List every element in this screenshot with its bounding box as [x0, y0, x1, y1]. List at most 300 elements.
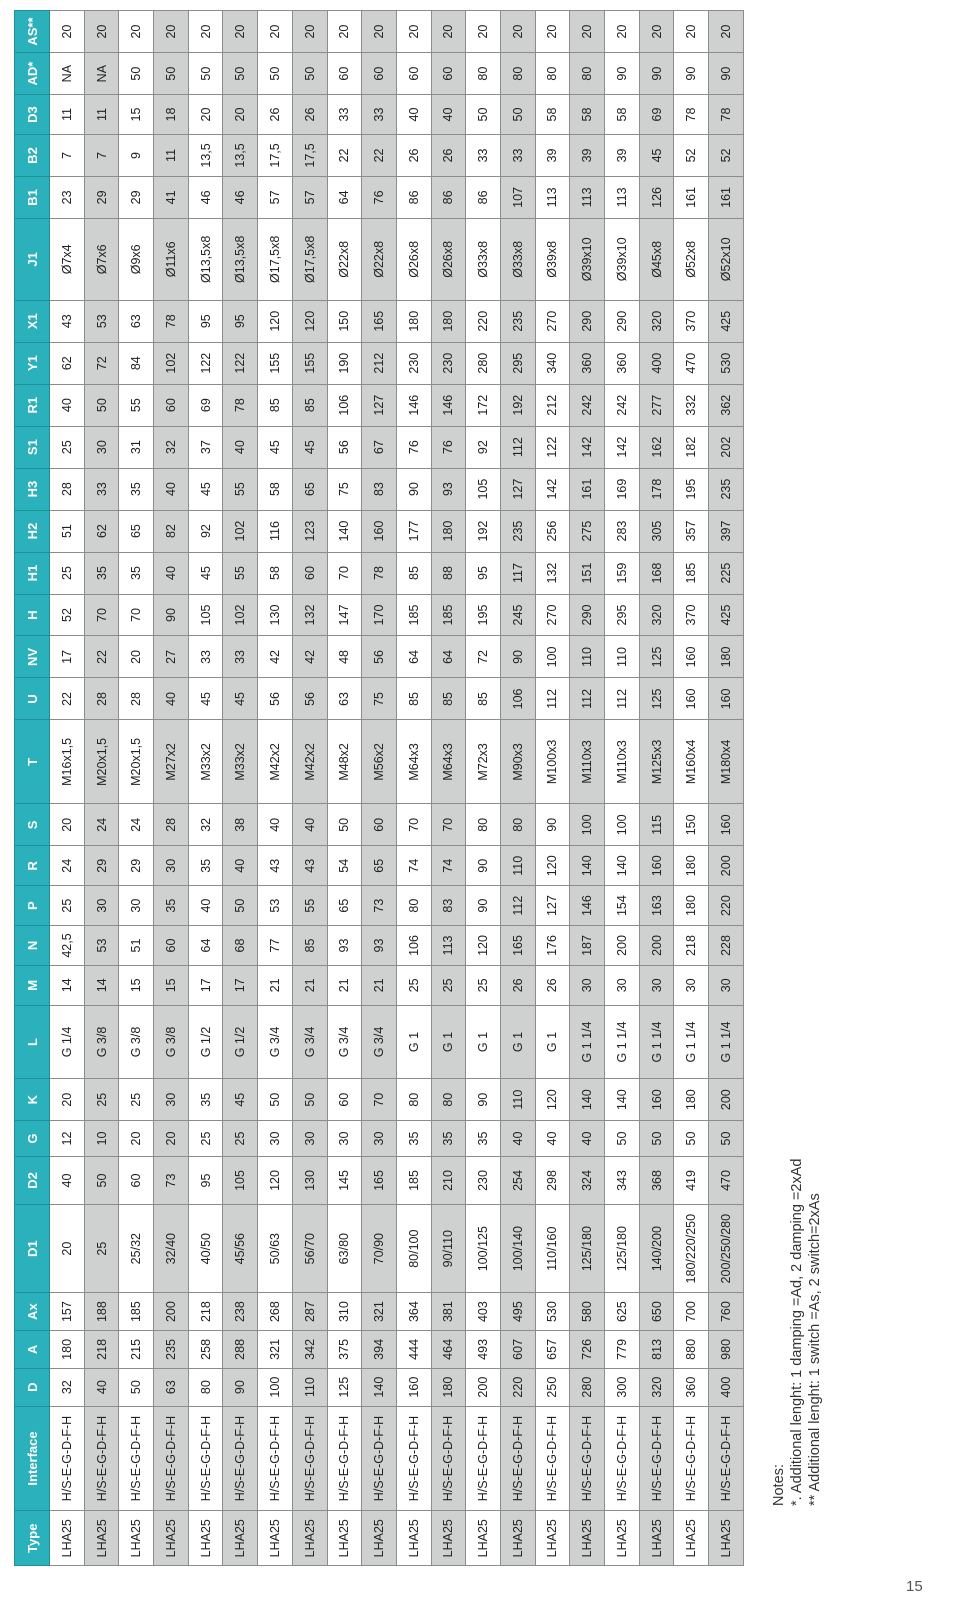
- column-header: S: [15, 804, 50, 846]
- table-cell: H/S-E-G-D-F-H: [431, 1406, 466, 1511]
- table-cell: 86: [466, 176, 501, 218]
- table-cell: 159: [605, 552, 640, 594]
- table-cell: H/S-E-G-D-F-H: [362, 1406, 397, 1511]
- table-cell: 162: [639, 426, 674, 468]
- table-cell: 20: [570, 11, 605, 53]
- table-cell: H/S-E-G-D-F-H: [639, 1406, 674, 1511]
- table-cell: 280: [570, 1368, 605, 1406]
- table-cell: M16x1,5: [50, 720, 85, 804]
- table-cell: 180: [674, 1079, 709, 1121]
- table-cell: G 1: [431, 1005, 466, 1078]
- table-cell: 40: [223, 426, 258, 468]
- table-cell: 13,5: [223, 134, 258, 176]
- table-cell: 50: [223, 886, 258, 926]
- table-cell: Ø33x8: [466, 218, 501, 300]
- table-cell: 115: [639, 804, 674, 846]
- table-cell: 85: [396, 552, 431, 594]
- table-cell: 67: [362, 426, 397, 468]
- table-cell: 20: [396, 11, 431, 53]
- table-cell: 321: [362, 1293, 397, 1331]
- table-cell: 31: [119, 426, 154, 468]
- table-cell: 242: [570, 384, 605, 426]
- spec-table-rotated: [14, 10, 744, 1566]
- table-cell: 30: [570, 965, 605, 1005]
- table-cell: 280: [466, 342, 501, 384]
- table-cell: 125: [327, 1368, 362, 1406]
- table-cell: 65: [362, 846, 397, 886]
- table-cell: 20: [119, 11, 154, 53]
- table-cell: 73: [362, 886, 397, 926]
- table-row: [119, 11, 154, 1566]
- column-header: K: [15, 1079, 50, 1121]
- table-cell: M110x3: [570, 720, 605, 804]
- table-cell: G 1: [500, 1005, 535, 1078]
- table-cell: 760: [709, 1293, 744, 1331]
- table-cell: 123: [292, 510, 327, 552]
- table-cell: M56x2: [362, 720, 397, 804]
- column-header: H3: [15, 468, 50, 510]
- table-cell: 125: [639, 678, 674, 720]
- column-header: H2: [15, 510, 50, 552]
- table-cell: 85: [431, 678, 466, 720]
- table-cell: 32: [154, 426, 189, 468]
- table-cell: 160: [639, 1079, 674, 1121]
- table-cell: G 1: [396, 1005, 431, 1078]
- table-cell: 125/180: [605, 1205, 640, 1293]
- table-cell: 113: [535, 176, 570, 218]
- table-cell: 155: [258, 342, 293, 384]
- table-cell: 120: [466, 926, 501, 966]
- table-cell: 290: [570, 594, 605, 636]
- table-cell: 58: [535, 95, 570, 135]
- column-header: A: [15, 1331, 50, 1369]
- table-cell: H/S-E-G-D-F-H: [188, 1406, 223, 1511]
- table-cell: 40: [500, 1121, 535, 1157]
- table-cell: Ø7x6: [84, 218, 119, 300]
- table-cell: 80: [500, 804, 535, 846]
- table-cell: M64x3: [431, 720, 466, 804]
- table-cell: 50: [709, 1121, 744, 1157]
- table-cell: 57: [292, 176, 327, 218]
- table-cell: 57: [258, 176, 293, 218]
- table-cell: 30: [84, 426, 119, 468]
- column-header: AS**: [15, 11, 50, 53]
- table-cell: 25: [50, 426, 85, 468]
- table-cell: 295: [605, 594, 640, 636]
- table-cell: M33x2: [223, 720, 258, 804]
- table-cell: 113: [570, 176, 605, 218]
- table-cell: 200: [709, 846, 744, 886]
- table-cell: G 1 1/4: [639, 1005, 674, 1078]
- table-row: [292, 11, 327, 1566]
- table-cell: 362: [709, 384, 744, 426]
- table-cell: 218: [84, 1331, 119, 1369]
- table-cell: 813: [639, 1331, 674, 1369]
- table-cell: 381: [431, 1293, 466, 1331]
- table-cell: 116: [258, 510, 293, 552]
- table-cell: 242: [605, 384, 640, 426]
- table-cell: 20: [50, 804, 85, 846]
- table-cell: 26: [258, 95, 293, 135]
- table-cell: 110: [605, 636, 640, 678]
- table-cell: 69: [639, 95, 674, 135]
- table-cell: 300: [605, 1368, 640, 1406]
- table-cell: 530: [709, 342, 744, 384]
- table-cell: 43: [258, 846, 293, 886]
- table-cell: 22: [362, 134, 397, 176]
- table-cell: 140: [605, 846, 640, 886]
- table-cell: 180: [674, 886, 709, 926]
- table-cell: 160: [674, 678, 709, 720]
- table-cell: 15: [119, 95, 154, 135]
- table-row: [639, 11, 674, 1566]
- table-cell: 305: [639, 510, 674, 552]
- table-cell: 37: [188, 426, 223, 468]
- table-cell: 17,5: [258, 134, 293, 176]
- table-cell: 52: [674, 134, 709, 176]
- table-cell: 45: [223, 1079, 258, 1121]
- table-cell: 120: [535, 1079, 570, 1121]
- table-cell: 35: [119, 468, 154, 510]
- table-cell: 30: [154, 1079, 189, 1121]
- table-cell: 258: [188, 1331, 223, 1369]
- table-cell: 40: [570, 1121, 605, 1157]
- table-cell: 56: [292, 678, 327, 720]
- table-cell: 95: [223, 300, 258, 342]
- table-cell: 22: [50, 678, 85, 720]
- table-cell: 30: [327, 1121, 362, 1157]
- table-cell: 65: [327, 886, 362, 926]
- table-cell: 27: [154, 636, 189, 678]
- table-cell: 70: [362, 1079, 397, 1121]
- table-cell: 86: [396, 176, 431, 218]
- table-cell: 85: [292, 926, 327, 966]
- table-cell: 40/50: [188, 1205, 223, 1293]
- table-cell: 90: [674, 53, 709, 95]
- table-cell: 58: [570, 95, 605, 135]
- table-cell: 35: [396, 1121, 431, 1157]
- table-cell: 58: [258, 552, 293, 594]
- table-row: [431, 11, 466, 1566]
- table-row: [570, 11, 605, 1566]
- table-cell: 29: [119, 846, 154, 886]
- table-cell: 142: [570, 426, 605, 468]
- table-cell: 220: [500, 1368, 535, 1406]
- table-cell: 15: [119, 965, 154, 1005]
- table-cell: 20: [50, 11, 85, 53]
- table-cell: 63/80: [327, 1205, 362, 1293]
- table-cell: 70: [119, 594, 154, 636]
- table-cell: 187: [570, 926, 605, 966]
- table-cell: 33: [500, 134, 535, 176]
- table-cell: 112: [570, 678, 605, 720]
- table-cell: 63: [119, 300, 154, 342]
- table-row: [327, 11, 362, 1566]
- table-cell: 12: [50, 1121, 85, 1157]
- table-cell: 78: [154, 300, 189, 342]
- table-cell: 20: [154, 11, 189, 53]
- table-cell: 172: [466, 384, 501, 426]
- table-row: [709, 11, 744, 1566]
- table-cell: 90: [223, 1368, 258, 1406]
- table-cell: 165: [500, 926, 535, 966]
- table-cell: M20x1,5: [84, 720, 119, 804]
- table-cell: 85: [258, 384, 293, 426]
- table-cell: 30: [639, 965, 674, 1005]
- table-cell: 20: [362, 11, 397, 53]
- table-cell: 63: [154, 1368, 189, 1406]
- table-cell: 45: [188, 468, 223, 510]
- table-cell: 28: [50, 468, 85, 510]
- table-cell: 35: [466, 1121, 501, 1157]
- table-cell: 20: [535, 11, 570, 53]
- table-cell: H/S-E-G-D-F-H: [605, 1406, 640, 1511]
- table-row: [605, 11, 640, 1566]
- table-cell: 290: [570, 300, 605, 342]
- table-cell: M110x3: [605, 720, 640, 804]
- table-cell: 25: [119, 1079, 154, 1121]
- table-cell: 26: [500, 965, 535, 1005]
- table-cell: 60: [154, 926, 189, 966]
- table-cell: 120: [535, 846, 570, 886]
- table-cell: 70: [396, 804, 431, 846]
- table-cell: M180x4: [709, 720, 744, 804]
- table-cell: 20: [119, 1121, 154, 1157]
- table-cell: 51: [119, 926, 154, 966]
- table-cell: 50: [674, 1121, 709, 1157]
- table-cell: 295: [500, 342, 535, 384]
- table-cell: 100/140: [500, 1205, 535, 1293]
- table-cell: 160: [639, 846, 674, 886]
- table-cell: 125: [639, 636, 674, 678]
- table-cell: 60: [119, 1156, 154, 1204]
- table-cell: G 1/2: [223, 1005, 258, 1078]
- table-cell: G 1 1/4: [674, 1005, 709, 1078]
- table-cell: 30: [154, 846, 189, 886]
- table-cell: 370: [674, 300, 709, 342]
- table-cell: Ø45x8: [639, 218, 674, 300]
- table-cell: 394: [362, 1331, 397, 1369]
- table-cell: 215: [119, 1331, 154, 1369]
- table-cell: 30: [84, 886, 119, 926]
- table-cell: G 3/8: [119, 1005, 154, 1078]
- table-cell: 287: [292, 1293, 327, 1331]
- notes-block: [770, 806, 836, 1506]
- table-cell: 151: [570, 552, 605, 594]
- table-cell: 68: [223, 926, 258, 966]
- table-cell: 25: [50, 552, 85, 594]
- table-cell: 40: [154, 468, 189, 510]
- table-cell: 270: [535, 300, 570, 342]
- table-cell: M42x2: [292, 720, 327, 804]
- table-cell: 202: [709, 426, 744, 468]
- table-cell: 105: [466, 468, 501, 510]
- table-cell: 75: [362, 678, 397, 720]
- table-cell: 370: [674, 594, 709, 636]
- table-cell: 185: [674, 552, 709, 594]
- table-cell: 80: [535, 53, 570, 95]
- table-cell: 95: [466, 552, 501, 594]
- table-cell: 32: [188, 804, 223, 846]
- table-cell: 25: [466, 965, 501, 1005]
- table-cell: 320: [639, 594, 674, 636]
- table-cell: 254: [500, 1156, 535, 1204]
- table-cell: 74: [431, 846, 466, 886]
- table-cell: 120: [258, 300, 293, 342]
- table-cell: 35: [84, 552, 119, 594]
- table-cell: 77: [258, 926, 293, 966]
- table-cell: 58: [258, 468, 293, 510]
- column-header: J1: [15, 218, 50, 300]
- table-cell: 45: [258, 426, 293, 468]
- table-cell: 228: [709, 926, 744, 966]
- table-cell: 50: [500, 95, 535, 135]
- table-cell: 110: [500, 1079, 535, 1121]
- table-cell: 72: [466, 636, 501, 678]
- table-cell: 80: [396, 1079, 431, 1121]
- table-cell: 364: [396, 1293, 431, 1331]
- table-cell: 33: [327, 95, 362, 135]
- table-cell: LHA25: [223, 1511, 258, 1566]
- table-cell: 195: [674, 468, 709, 510]
- table-cell: G 1/4: [50, 1005, 85, 1078]
- table-cell: 200/250/280: [709, 1205, 744, 1293]
- table-cell: 26: [292, 95, 327, 135]
- table-cell: 182: [674, 426, 709, 468]
- table-cell: 60: [327, 1079, 362, 1121]
- table-cell: 256: [535, 510, 570, 552]
- table-cell: 20: [188, 11, 223, 53]
- table-cell: 192: [466, 510, 501, 552]
- table-cell: LHA25: [327, 1511, 362, 1566]
- table-cell: LHA25: [396, 1511, 431, 1566]
- table-cell: 33: [84, 468, 119, 510]
- table-cell: 28: [119, 678, 154, 720]
- table-cell: 24: [119, 804, 154, 846]
- table-cell: M90x3: [500, 720, 535, 804]
- table-cell: 84: [119, 342, 154, 384]
- column-header: P: [15, 886, 50, 926]
- table-cell: 245: [500, 594, 535, 636]
- table-cell: 270: [535, 594, 570, 636]
- table-cell: 235: [154, 1331, 189, 1369]
- table-cell: 46: [188, 176, 223, 218]
- table-cell: 20: [327, 11, 362, 53]
- table-cell: 403: [466, 1293, 501, 1331]
- table-cell: G 1: [466, 1005, 501, 1078]
- column-header: Ax: [15, 1293, 50, 1331]
- table-cell: 400: [639, 342, 674, 384]
- table-cell: 113: [431, 926, 466, 966]
- table-cell: 93: [431, 468, 466, 510]
- table-cell: G 1 1/4: [570, 1005, 605, 1078]
- table-cell: 40: [50, 1156, 85, 1204]
- table-cell: 113: [605, 176, 640, 218]
- table-cell: 39: [570, 134, 605, 176]
- column-header: G: [15, 1121, 50, 1157]
- header-row: [15, 11, 50, 1566]
- table-cell: Ø39x8: [535, 218, 570, 300]
- table-cell: G 1: [535, 1005, 570, 1078]
- table-cell: M100x3: [535, 720, 570, 804]
- table-cell: 40: [154, 678, 189, 720]
- table-cell: 69: [188, 384, 223, 426]
- table-cell: 54: [327, 846, 362, 886]
- table-cell: 180: [396, 300, 431, 342]
- table-cell: 200: [709, 1079, 744, 1121]
- table-cell: 50: [292, 53, 327, 95]
- table-cell: H/S-E-G-D-F-H: [84, 1406, 119, 1511]
- table-cell: 45: [223, 678, 258, 720]
- table-cell: 146: [396, 384, 431, 426]
- table-cell: 17: [50, 636, 85, 678]
- table-cell: 120: [258, 1156, 293, 1204]
- table-cell: G 3/4: [362, 1005, 397, 1078]
- table-cell: 64: [327, 176, 362, 218]
- column-header: D1: [15, 1205, 50, 1293]
- table-cell: 45: [188, 678, 223, 720]
- column-header: R1: [15, 384, 50, 426]
- table-cell: 343: [605, 1156, 640, 1204]
- table-cell: 180: [674, 846, 709, 886]
- table-cell: 30: [292, 1121, 327, 1157]
- table-cell: 106: [327, 384, 362, 426]
- table-row: [84, 11, 119, 1566]
- table-cell: 200: [605, 926, 640, 966]
- table-cell: 26: [396, 134, 431, 176]
- table-cell: 90/110: [431, 1205, 466, 1293]
- table-cell: 76: [362, 176, 397, 218]
- table-cell: 161: [674, 176, 709, 218]
- table-cell: 50: [119, 53, 154, 95]
- table-cell: 33: [466, 134, 501, 176]
- table-cell: 90: [605, 53, 640, 95]
- table-cell: H/S-E-G-D-F-H: [327, 1406, 362, 1511]
- table-cell: 33: [223, 636, 258, 678]
- table-cell: 41: [154, 176, 189, 218]
- table-cell: LHA25: [570, 1511, 605, 1566]
- table-cell: 530: [535, 1293, 570, 1331]
- table-cell: 368: [639, 1156, 674, 1204]
- column-header: NV: [15, 636, 50, 678]
- column-header: T: [15, 720, 50, 804]
- table-cell: H/S-E-G-D-F-H: [223, 1406, 258, 1511]
- table-cell: 21: [362, 965, 397, 1005]
- table-cell: 50: [466, 95, 501, 135]
- table-cell: 70: [327, 552, 362, 594]
- table-cell: 50: [639, 1121, 674, 1157]
- table-cell: 55: [223, 468, 258, 510]
- table-cell: G 3/4: [327, 1005, 362, 1078]
- table-cell: H/S-E-G-D-F-H: [570, 1406, 605, 1511]
- column-header: M: [15, 965, 50, 1005]
- table-cell: 180: [431, 1368, 466, 1406]
- table-cell: H/S-E-G-D-F-H: [119, 1406, 154, 1511]
- table-cell: 464: [431, 1331, 466, 1369]
- table-cell: 35: [431, 1121, 466, 1157]
- table-cell: 26: [535, 965, 570, 1005]
- column-header: Type: [15, 1511, 50, 1566]
- dimension-table: [14, 10, 744, 1566]
- table-cell: 444: [396, 1331, 431, 1369]
- table-cell: 25: [84, 1079, 119, 1121]
- table-cell: 880: [674, 1331, 709, 1369]
- table-cell: 32/40: [154, 1205, 189, 1293]
- table-cell: 185: [396, 1156, 431, 1204]
- table-cell: 145: [327, 1156, 362, 1204]
- table-cell: 60: [327, 53, 362, 95]
- table-cell: 42: [292, 636, 327, 678]
